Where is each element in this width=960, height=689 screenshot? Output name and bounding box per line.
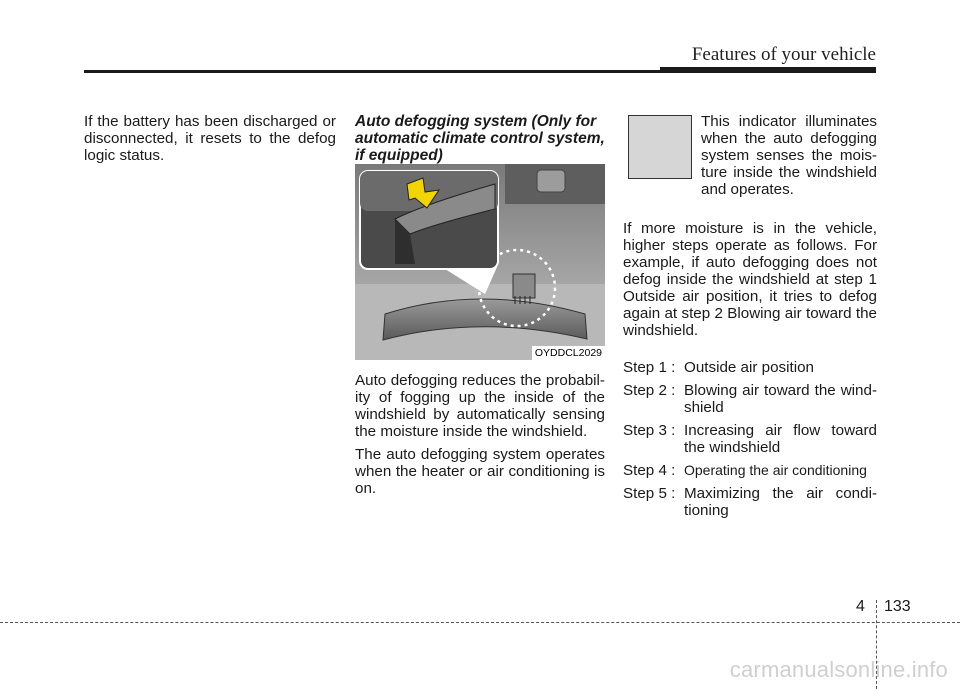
step-label: Step 2 : <box>623 382 676 399</box>
watermark: carmanualsonline.info <box>729 657 948 682</box>
section-heading: Auto defogging system (Only for automatic climate control system, if equipped) <box>355 113 605 164</box>
column-right <box>623 113 877 525</box>
step-label: Step 1 : <box>623 359 676 376</box>
column-left <box>84 113 336 170</box>
indicator-icon <box>628 115 692 179</box>
step-item <box>623 422 877 456</box>
column-middle <box>355 113 605 503</box>
defog-operation: The auto defogging system operates when the heater or air conditioning is on. <box>355 446 605 497</box>
step-text: Operating the air conditioning <box>684 462 867 478</box>
page-number: 133 <box>884 598 911 615</box>
step-item <box>623 462 877 479</box>
step-label: Step 3 : <box>623 422 676 439</box>
step-item <box>623 382 877 416</box>
indicator-block <box>623 113 877 198</box>
step-item <box>623 359 877 376</box>
battery-reset-text: If the battery has been discharged or disconnected, it resets to the defog logic status. <box>84 113 336 164</box>
step-text: Outside air position <box>684 359 815 376</box>
header-rule-accent <box>660 67 876 73</box>
step-text: Increasing air flow toward the windshield <box>684 422 877 456</box>
step-text: Maximizing the air condi- tioning <box>684 485 877 519</box>
step-item <box>623 485 877 519</box>
moisture-steps-intro: If more moisture is in the vehicle, higher steps operate as follows. For example, if auto defogging does not defog inside the windshield at step 1 Outside air position, it tries to defog again at step 2 Blowing air toward the windshield. <box>623 220 877 339</box>
footer-divider <box>0 622 960 623</box>
chapter-number: 4 <box>856 598 865 615</box>
figure-code: OYDDCL2029 <box>532 346 605 360</box>
auto-defog-sensor-figure <box>355 164 605 360</box>
defog-description: Auto defogging reduces the probabil- ity of fogging up the inside of the windshield by automatically sensing the moisture inside the windshield. <box>355 372 605 440</box>
step-label: Step 5 : <box>623 485 676 502</box>
header-title: Features of your vehicle <box>691 44 876 65</box>
sensor-illustration <box>355 164 605 360</box>
indicator-text: This indicator illuminates when the auto defogging system senses the mois- ture inside the windshield and operates. <box>701 113 877 198</box>
step-label: Step 4 : <box>623 462 676 479</box>
step-text: Blowing air toward the wind- shield <box>684 382 877 416</box>
